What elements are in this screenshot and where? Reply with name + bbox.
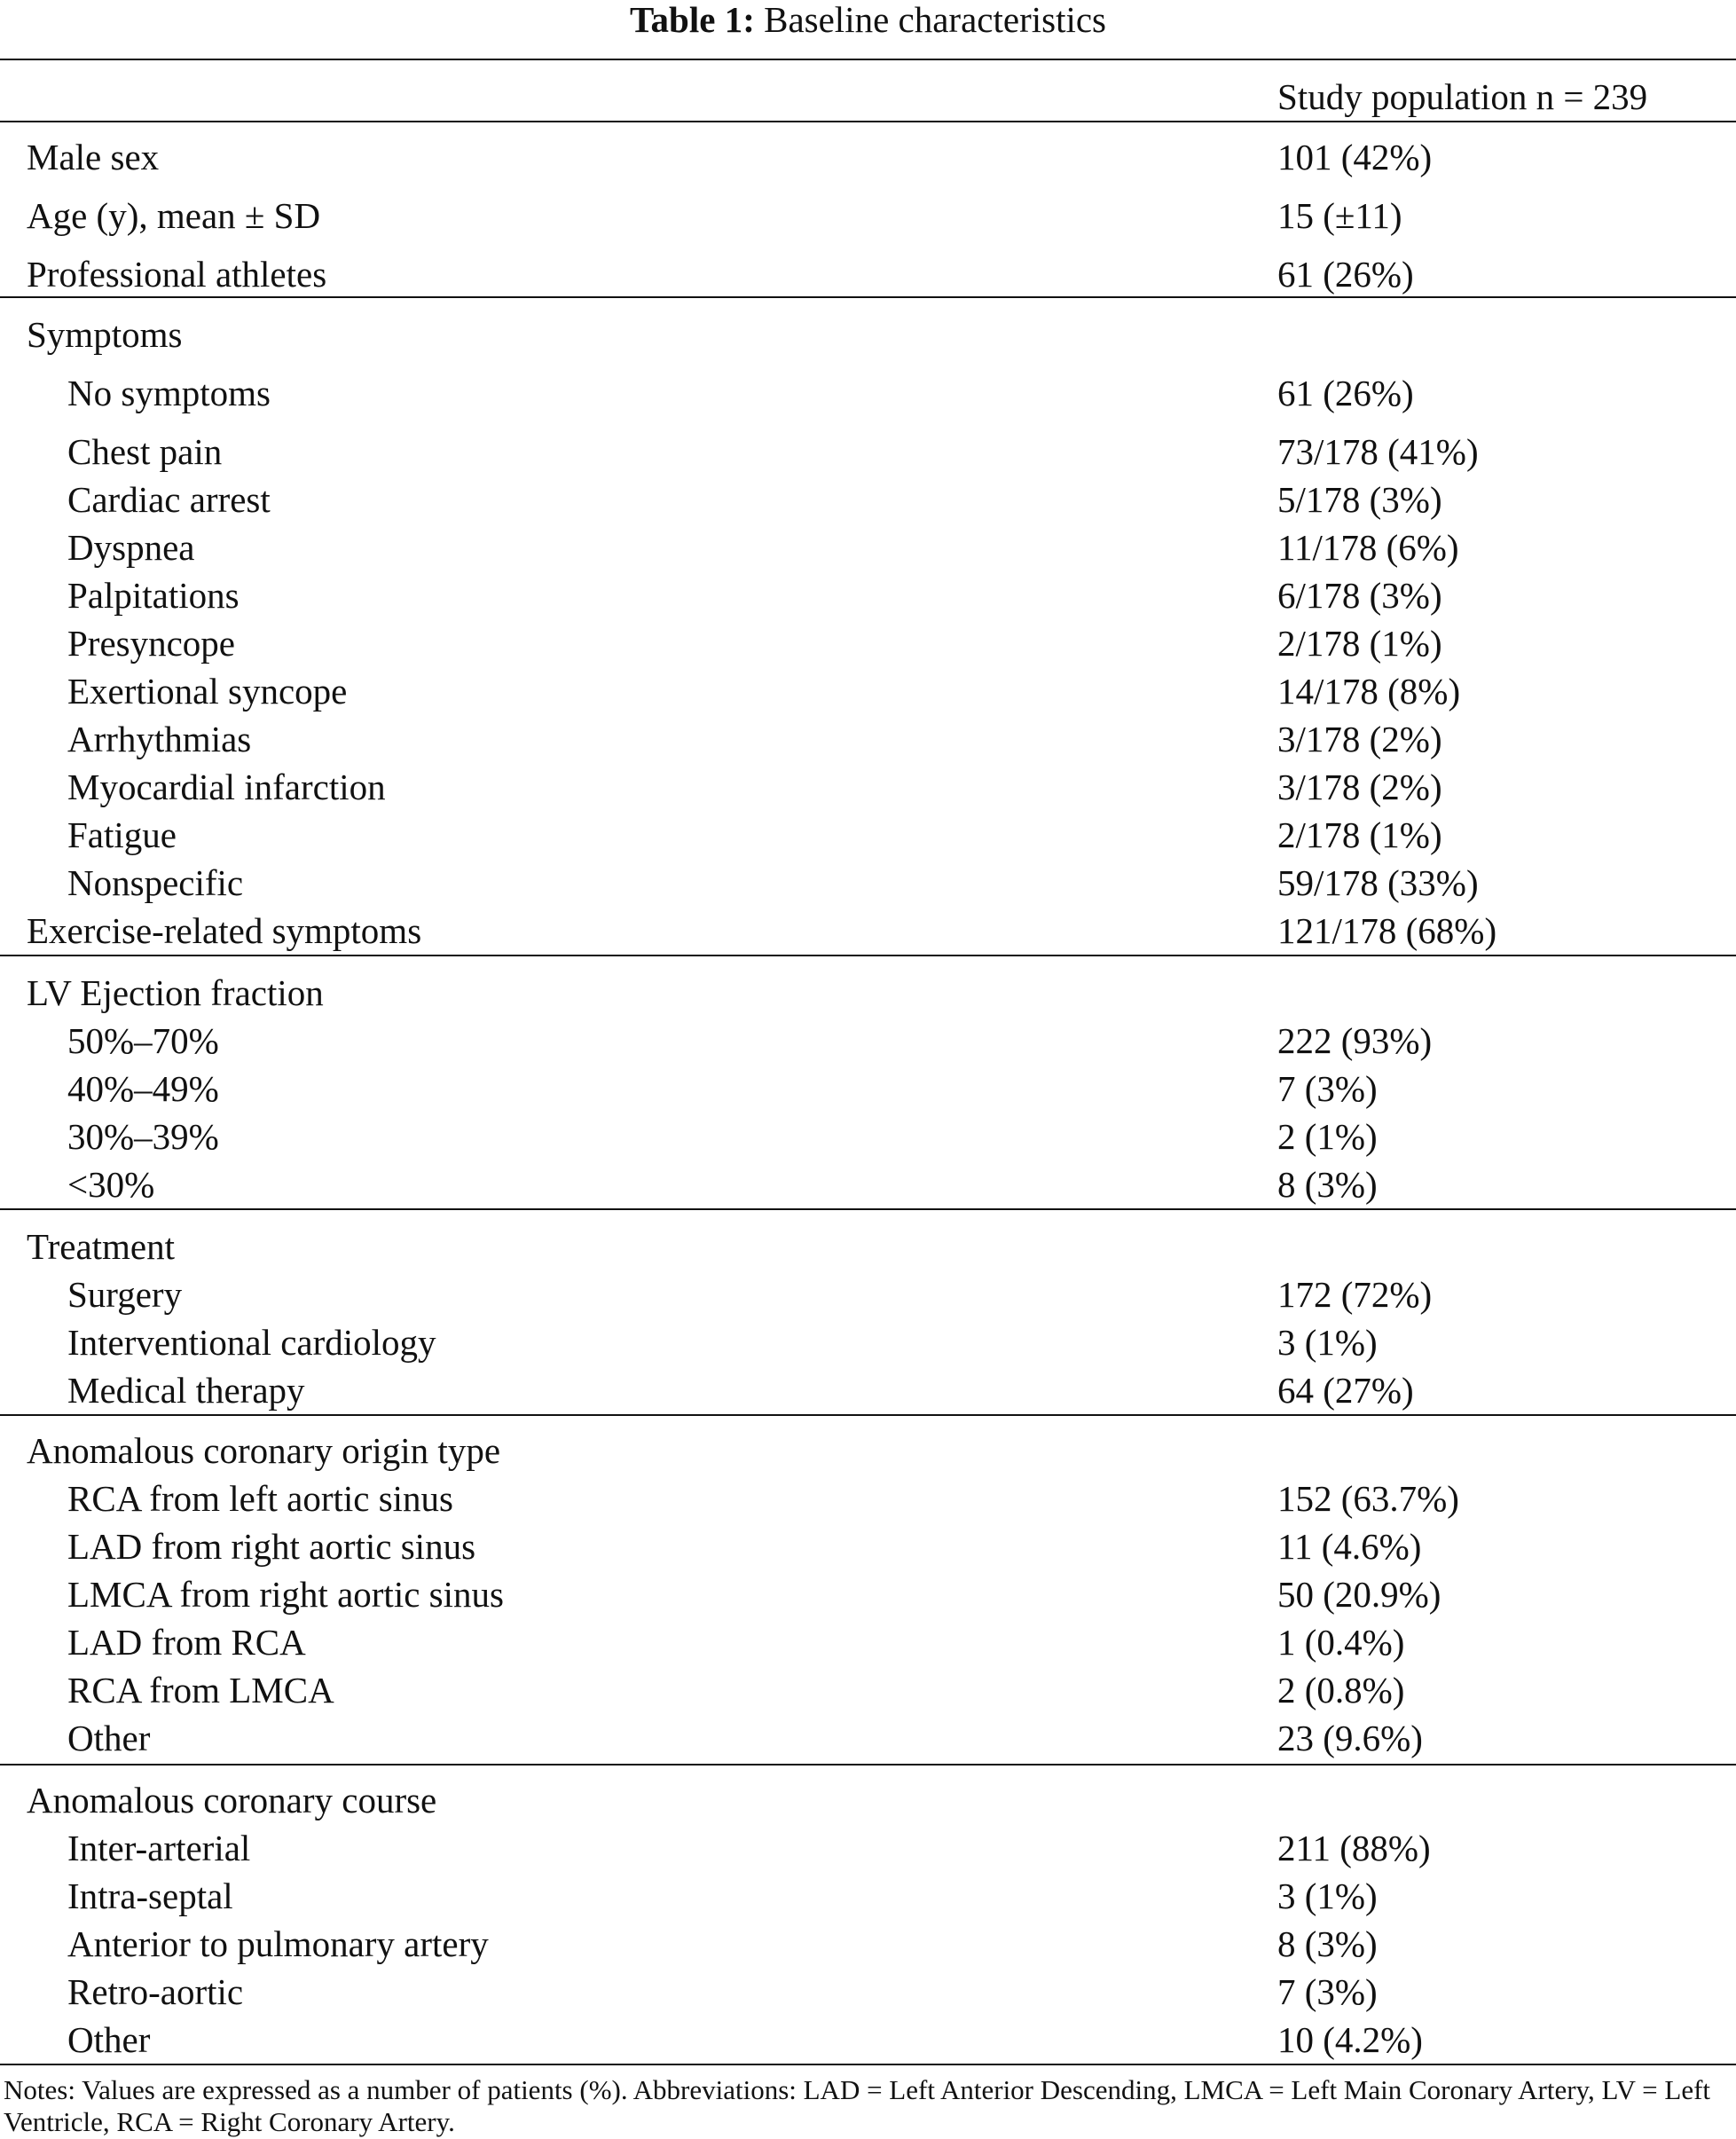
row-label: RCA from LMCA bbox=[67, 1670, 334, 1710]
column-header-study-population: Study population n = 239 bbox=[1277, 76, 1648, 117]
row-label: Dyspnea bbox=[67, 527, 195, 568]
row-value: 15 (±11) bbox=[1277, 195, 1402, 236]
section-divider-rule bbox=[0, 1414, 1736, 1416]
row-value: 64 (27%) bbox=[1277, 1370, 1414, 1411]
row-value: 50 (20.9%) bbox=[1277, 1574, 1441, 1615]
table-row bbox=[0, 1162, 1736, 1207]
row-value: 152 (63.7%) bbox=[1277, 1478, 1459, 1519]
table-row bbox=[0, 573, 1736, 617]
table-row bbox=[0, 1874, 1736, 1918]
row-value: 2 (0.8%) bbox=[1277, 1670, 1405, 1710]
table-row bbox=[0, 1668, 1736, 1712]
row-value: 11/178 (6%) bbox=[1277, 527, 1459, 568]
row-label: Exertional syncope bbox=[67, 671, 348, 712]
row-value: 121/178 (68%) bbox=[1277, 910, 1497, 951]
row-label: Nonspecific bbox=[67, 862, 244, 903]
row-value: 73/178 (41%) bbox=[1277, 431, 1479, 472]
row-label: Inter-arterial bbox=[67, 1828, 251, 1868]
table-top-rule bbox=[0, 59, 1736, 60]
table-caption-label: Table 1: bbox=[629, 0, 755, 40]
row-value: 1 (0.4%) bbox=[1277, 1622, 1405, 1663]
row-label: 30%–39% bbox=[67, 1116, 219, 1157]
row-label: Anomalous coronary origin type bbox=[27, 1430, 501, 1471]
header-bottom-rule bbox=[0, 121, 1736, 122]
row-label: Presyncope bbox=[67, 623, 236, 664]
row-value: 222 (93%) bbox=[1277, 1020, 1433, 1061]
row-value: 5/178 (3%) bbox=[1277, 479, 1442, 520]
row-label: Anomalous coronary course bbox=[27, 1780, 437, 1821]
row-label: Palpitations bbox=[67, 575, 240, 616]
table-row bbox=[0, 1368, 1736, 1412]
table-row bbox=[0, 1572, 1736, 1616]
row-label: LV Ejection fraction bbox=[27, 972, 324, 1013]
table-row bbox=[0, 252, 1736, 296]
row-label: Fatigue bbox=[67, 814, 177, 855]
table-row bbox=[0, 1970, 1736, 2014]
table-row bbox=[0, 669, 1736, 713]
section-divider-rule bbox=[0, 1208, 1736, 1210]
row-value: 2/178 (1%) bbox=[1277, 623, 1442, 664]
row-label: <30% bbox=[67, 1164, 155, 1205]
table-row bbox=[0, 1272, 1736, 1317]
row-label: Myocardial infarction bbox=[67, 767, 386, 807]
table-row bbox=[0, 1320, 1736, 1364]
section-divider-rule bbox=[0, 296, 1736, 298]
row-label: Age (y), mean ± SD bbox=[27, 195, 321, 236]
table-row bbox=[0, 1778, 1736, 1822]
table-row bbox=[0, 1620, 1736, 1664]
row-label: Retro-aortic bbox=[67, 1971, 244, 2012]
table-row bbox=[0, 312, 1736, 357]
table-row bbox=[0, 1826, 1736, 1870]
row-value: 8 (3%) bbox=[1277, 1164, 1378, 1205]
row-label: Professional athletes bbox=[27, 254, 327, 295]
table-row bbox=[0, 135, 1736, 179]
row-label: Symptoms bbox=[27, 314, 183, 355]
row-label: Other bbox=[67, 2019, 151, 2060]
row-label: Chest pain bbox=[67, 431, 223, 472]
row-label: Treatment bbox=[27, 1226, 176, 1267]
table-row bbox=[0, 1922, 1736, 1966]
row-value: 23 (9.6%) bbox=[1277, 1718, 1423, 1758]
row-label: Medical therapy bbox=[67, 1370, 305, 1411]
table-row bbox=[0, 1716, 1736, 1760]
row-label: Other bbox=[67, 1718, 151, 1758]
row-value: 2/178 (1%) bbox=[1277, 814, 1442, 855]
table-caption-title: Baseline characteristics bbox=[764, 0, 1107, 40]
row-label: RCA from left aortic sinus bbox=[67, 1478, 454, 1519]
table-row bbox=[0, 1476, 1736, 1521]
row-value: 61 (26%) bbox=[1277, 254, 1414, 295]
row-value: 211 (88%) bbox=[1277, 1828, 1431, 1868]
table-row bbox=[0, 193, 1736, 238]
table-row bbox=[0, 765, 1736, 809]
table-row bbox=[0, 371, 1736, 415]
row-value: 3 (1%) bbox=[1277, 1322, 1378, 1363]
section-divider-rule bbox=[0, 1764, 1736, 1765]
row-label: LAD from right aortic sinus bbox=[67, 1526, 476, 1567]
row-value: 3 (1%) bbox=[1277, 1876, 1378, 1916]
row-label: LMCA from right aortic sinus bbox=[67, 1574, 504, 1615]
row-label: No symptoms bbox=[67, 373, 271, 413]
section-divider-rule bbox=[0, 955, 1736, 956]
row-value: 59/178 (33%) bbox=[1277, 862, 1479, 903]
row-value: 3/178 (2%) bbox=[1277, 767, 1442, 807]
table-row bbox=[0, 1114, 1736, 1159]
table-row bbox=[0, 1524, 1736, 1569]
row-value: 3/178 (2%) bbox=[1277, 719, 1442, 759]
row-label: 50%–70% bbox=[67, 1020, 219, 1061]
row-label: Interventional cardiology bbox=[67, 1322, 436, 1363]
table-row bbox=[0, 1066, 1736, 1111]
table-caption bbox=[0, 0, 1736, 39]
row-value: 172 (72%) bbox=[1277, 1274, 1433, 1315]
row-value: 11 (4.6%) bbox=[1277, 1526, 1422, 1567]
section-divider-rule bbox=[0, 2064, 1736, 2065]
table-row bbox=[0, 717, 1736, 761]
row-value: 6/178 (3%) bbox=[1277, 575, 1442, 616]
row-value: 61 (26%) bbox=[1277, 373, 1414, 413]
table-row bbox=[0, 1428, 1736, 1473]
table-row bbox=[0, 971, 1736, 1015]
row-label: Arrhythmias bbox=[67, 719, 252, 759]
table-notes: Notes: Values are expressed as a number of patients (%). Abbreviations: LAD = Left Anterior Descending, LMCA = Left Main Coronary Artery, LV = Left Ventricle, RCA = Right Coronary Artery. bbox=[4, 2074, 1711, 2137]
row-label: Intra-septal bbox=[67, 1876, 233, 1916]
row-label: 40%–49% bbox=[67, 1068, 219, 1109]
row-value: 2 (1%) bbox=[1277, 1116, 1378, 1157]
row-label: Cardiac arrest bbox=[67, 479, 271, 520]
table-row bbox=[0, 477, 1736, 522]
table-row bbox=[0, 1018, 1736, 1063]
row-value: 101 (42%) bbox=[1277, 137, 1433, 177]
table-row bbox=[0, 1224, 1736, 1269]
table-row bbox=[0, 908, 1736, 953]
table-row bbox=[0, 621, 1736, 665]
row-value: 8 (3%) bbox=[1277, 1923, 1378, 1964]
row-label: Male sex bbox=[27, 137, 160, 177]
table-row bbox=[0, 861, 1736, 905]
row-label: Exercise-related symptoms bbox=[27, 910, 422, 951]
row-label: Surgery bbox=[67, 1274, 183, 1315]
table-row bbox=[0, 2017, 1736, 2062]
row-label: Anterior to pulmonary artery bbox=[67, 1923, 489, 1964]
table-row bbox=[0, 525, 1736, 570]
table-row bbox=[0, 813, 1736, 857]
row-value: 14/178 (8%) bbox=[1277, 671, 1461, 712]
table-row bbox=[0, 429, 1736, 474]
row-value: 7 (3%) bbox=[1277, 1068, 1378, 1109]
row-value: 10 (4.2%) bbox=[1277, 2019, 1423, 2060]
row-label: LAD from RCA bbox=[67, 1622, 306, 1663]
row-value: 7 (3%) bbox=[1277, 1971, 1378, 2012]
